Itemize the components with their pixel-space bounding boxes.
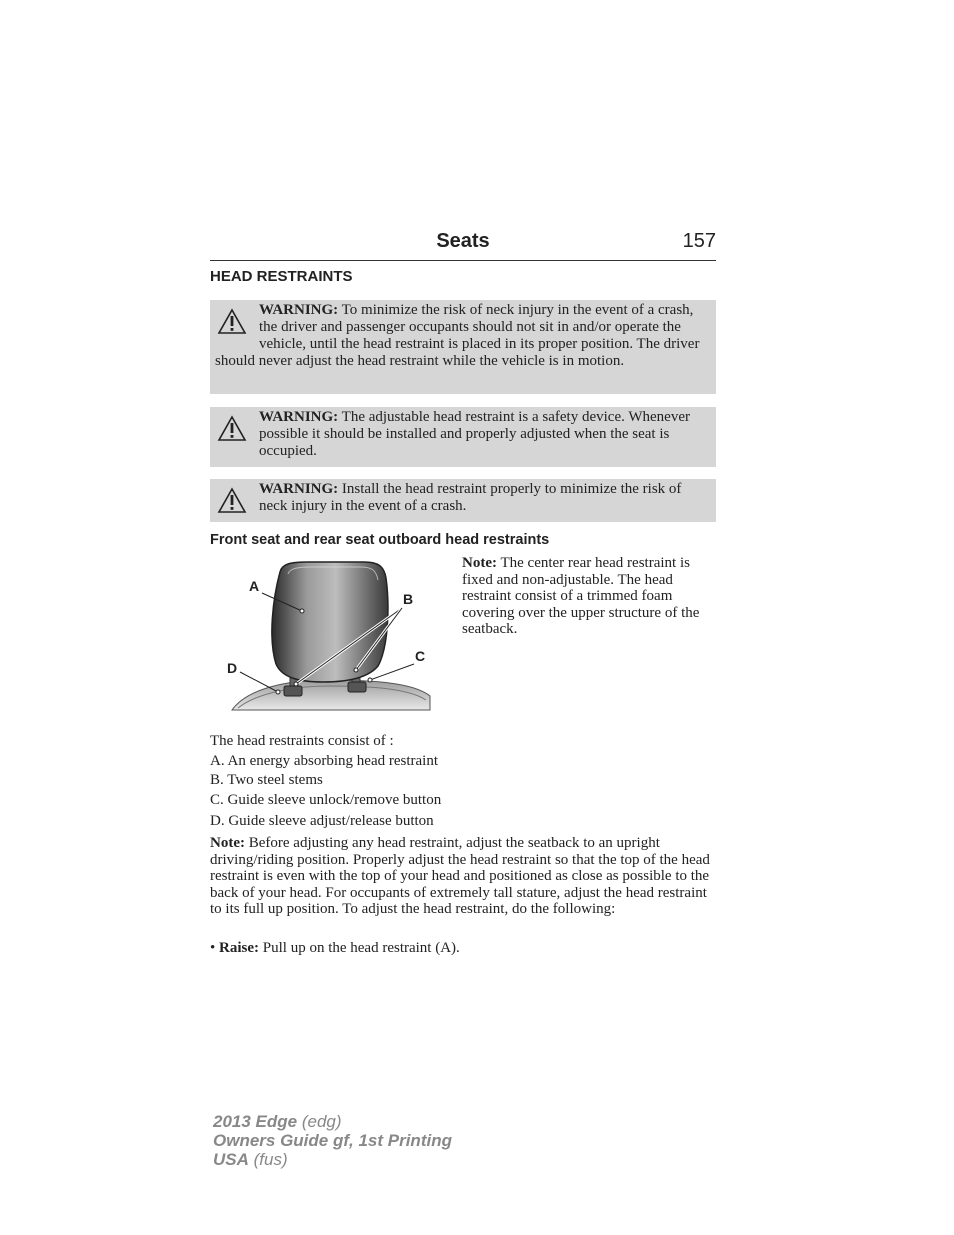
figure-label-d: D <box>227 660 238 676</box>
subheading: Front seat and rear seat outboard head restraints <box>210 532 550 548</box>
warning-triangle-icon <box>217 487 247 514</box>
footer-market-code: (fus) <box>253 1150 288 1169</box>
footer-line-2 <box>213 1131 452 1150</box>
list-item: D. Guide sleeve adjust/release button <box>210 813 434 829</box>
warning-text: The adjustable head restraint is a safety device. Whenever possible it should be installed and properly adjusted when the seat is occupied. <box>259 409 690 459</box>
note-label: Note: <box>462 555 497 571</box>
warning-label: WARNING: <box>259 481 339 497</box>
warning-text: To minimize the risk of neck injury in the event of a crash, the driver and passenger occupants should not sit in and/or operate the vehicle, until the head restraint is placed in its proper position. The driver should never adjust the head restraint while the vehicle is in motion. <box>215 302 700 369</box>
warning-label: WARNING: <box>259 302 339 318</box>
note-text: The center rear head restraint is fixed and non-adjustable. The head restraint consist of a trimmed foam covering over the upper structure of the seatback. <box>462 555 700 637</box>
side-note <box>462 555 720 638</box>
warning-text: Install the head restraint properly to minimize the risk of neck injury in the event of a crash. <box>259 481 682 514</box>
adjust-note <box>210 835 720 918</box>
footer-printing: Owners Guide gf, 1st Printing <box>213 1131 452 1150</box>
list-item: A. An energy absorbing head restraint <box>210 753 438 769</box>
section-title: HEAD RESTRAINTS <box>210 268 353 285</box>
page-number: 157 <box>682 230 716 252</box>
footer-market: USA <box>213 1150 249 1169</box>
warning-triangle-icon <box>217 415 247 442</box>
warning-label: WARNING: <box>259 409 339 425</box>
bullet-symbol: • <box>210 940 216 956</box>
footer <box>213 1112 452 1169</box>
figure-label-a: A <box>249 578 260 594</box>
page-title: Seats <box>436 230 490 252</box>
note-text: Before adjusting any head restraint, adjust the seatback to an upright driving/riding position. Properly adjust the head restraint so that the top of the head restraint is even with the top of your head and positioned as close as possible to the back of your head. For occupants of extremely tall stature, adjust the head restraint to its full up position. To adjust the head restraint, do the following: <box>210 835 710 917</box>
head-restraint-illustration <box>218 558 440 718</box>
warning-box-2 <box>210 407 716 467</box>
warning-box-3 <box>210 479 716 522</box>
raise-bullet <box>210 940 720 957</box>
page-header <box>210 228 716 261</box>
bullet-text: Pull up on the head restraint (A). <box>262 940 460 956</box>
footer-model-code: (edg) <box>301 1112 342 1131</box>
list-item: C. Guide sleeve unlock/remove button <box>210 792 442 808</box>
warning-box-1 <box>210 300 716 394</box>
figure-label-c: C <box>415 648 426 664</box>
list-item: B. Two steel stems <box>210 772 323 788</box>
figure-label-b: B <box>403 591 414 607</box>
footer-line-1 <box>213 1112 452 1131</box>
note-label: Note: <box>210 835 245 851</box>
bullet-label: Raise: <box>219 940 260 956</box>
footer-model: 2013 Edge <box>213 1112 298 1131</box>
footer-line-3 <box>213 1150 452 1169</box>
intro-text: The head restraints consist of : <box>210 733 394 749</box>
warning-triangle-icon <box>217 308 247 335</box>
